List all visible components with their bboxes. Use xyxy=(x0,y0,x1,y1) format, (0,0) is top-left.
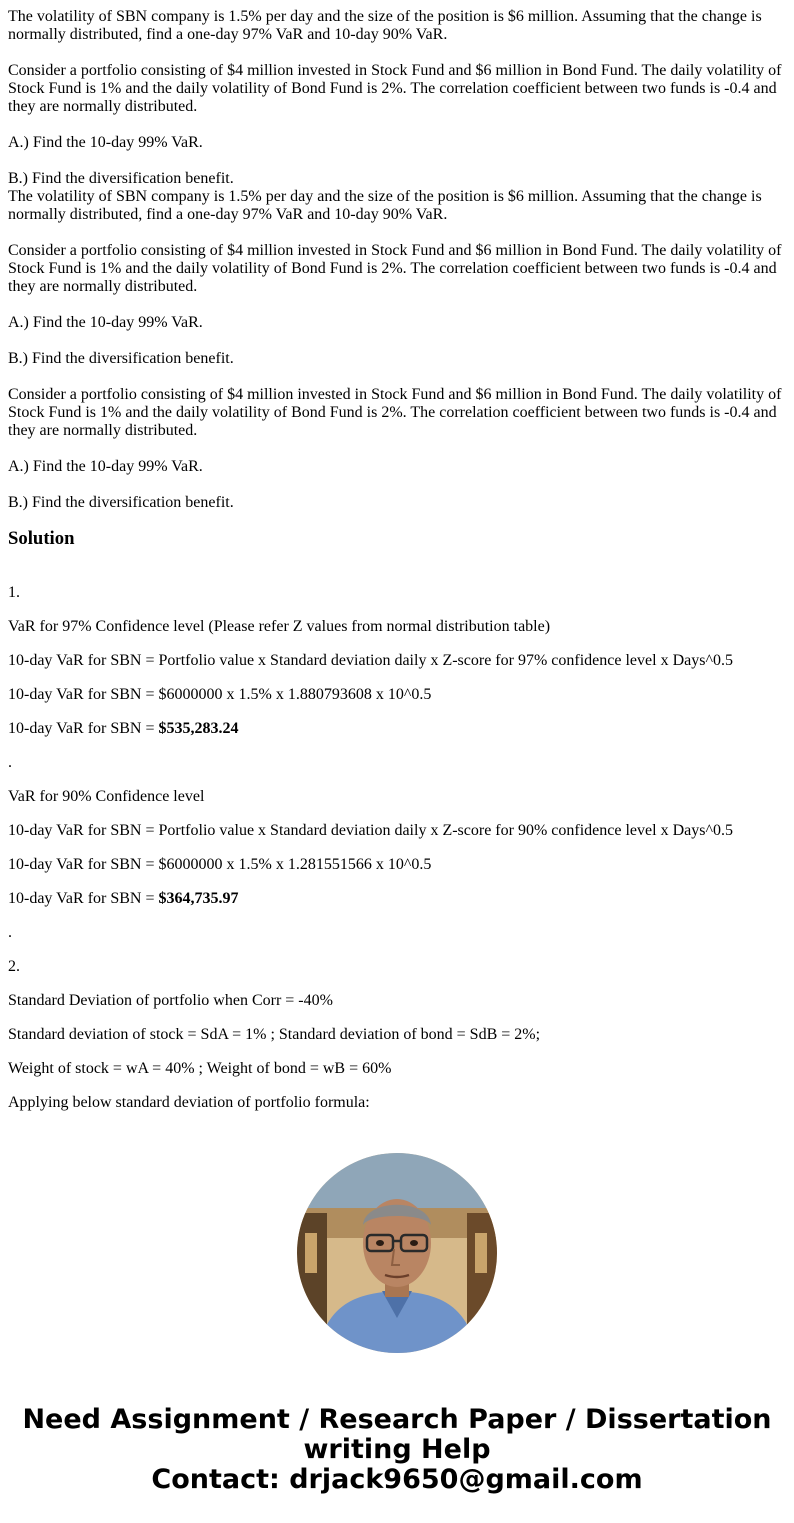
question-paragraph: Consider a portfolio consisting of $4 million invested in Stock Fund and $6 million in Bond Fund. The daily volatility of Stock Fund is 1% and the daily volatility of Bond Fund is 2%. The correlation coefficient between two funds is -0.4 and they are normally distributed. xyxy=(8,386,782,439)
question-paragraph: B.) Find the diversification benefit. xyxy=(8,494,234,511)
solution-line: 10-day VaR for SBN = $6000000 x 1.5% x 1.281551566 x 10^0.5 xyxy=(8,856,432,873)
solution-line: VaR for 97% Confidence level (Please refer Z values from normal distribution table) xyxy=(8,618,551,635)
document-content xyxy=(8,8,786,1123)
solution-line xyxy=(8,890,786,908)
solution-line: 10-day VaR for SBN = $6000000 x 1.5% x 1.880793608 x 10^0.5 xyxy=(8,686,432,703)
question-paragraph: Consider a portfolio consisting of $4 million invested in Stock Fund and $6 million in Bond Fund. The daily volatility of Stock Fund is 1% and the daily volatility of Bond Fund is 2%. The correlation coefficient between two funds is -0.4 and they are normally distributed. xyxy=(8,62,782,115)
solution-line: 2. xyxy=(8,958,20,975)
solution-line: 10-day VaR for SBN = Portfolio value x Standard deviation daily x Z-score for 90% confidence level x Days^0.5 xyxy=(8,822,733,839)
solution-heading: Solution xyxy=(8,528,75,549)
solution-line: Weight of stock = wA = 40% ; Weight of bond = wB = 60% xyxy=(8,1060,392,1077)
solution-body xyxy=(8,584,786,1112)
solution-line: Standard Deviation of portfolio when Corr = -40% xyxy=(8,992,333,1009)
promo-text xyxy=(0,1405,794,1495)
promo-line: writing Help xyxy=(303,1434,491,1465)
solution-line: . xyxy=(8,754,12,771)
question-paragraph: A.) Find the 10-day 99% VaR. xyxy=(8,458,203,475)
solution-line: 10-day VaR for SBN = Portfolio value x Standard deviation daily x Z-score for 97% confidence level x Days^0.5 xyxy=(8,652,733,669)
result-value: $364,735.97 xyxy=(158,890,239,907)
question-paragraph: The volatility of SBN company is 1.5% per day and the size of the position is $6 million. Assuming that the change is normally distributed, find a one-day 97% VaR and 10-day 90% VaR. xyxy=(8,188,762,223)
question-paragraph: The volatility of SBN company is 1.5% per day and the size of the position is $6 million. Assuming that the change is normally distributed, find a one-day 97% VaR and 10-day 90% VaR. xyxy=(8,8,762,43)
solution-line: 1. xyxy=(8,584,20,601)
avatar xyxy=(297,1153,497,1353)
promo-line: Need Assignment / Research Paper / Dissertation xyxy=(22,1404,772,1435)
result-label: 10-day VaR for SBN = xyxy=(8,890,159,907)
question-paragraph: A.) Find the 10-day 99% VaR. xyxy=(8,134,203,151)
question-paragraph: B.) Find the diversification benefit. xyxy=(8,350,234,367)
contact-line[interactable]: Contact: drjack9650@gmail.com xyxy=(151,1464,643,1495)
promo-banner xyxy=(0,1123,794,1523)
question-paragraph: B.) Find the diversification benefit. xyxy=(8,170,234,187)
solution-line xyxy=(8,720,786,738)
solution-line: VaR for 90% Confidence level xyxy=(8,788,205,805)
question-paragraph: A.) Find the 10-day 99% VaR. xyxy=(8,314,203,331)
solution-line: Applying below standard deviation of portfolio formula: xyxy=(8,1094,370,1111)
portrait-image xyxy=(297,1153,497,1353)
question-paragraph: Consider a portfolio consisting of $4 million invested in Stock Fund and $6 million in Bond Fund. The daily volatility of Stock Fund is 1% and the daily volatility of Bond Fund is 2%. The correlation coefficient between two funds is -0.4 and they are normally distributed. xyxy=(8,242,782,295)
question-text xyxy=(8,8,786,512)
result-value: $535,283.24 xyxy=(158,720,239,737)
solution-line: Standard deviation of stock = SdA = 1% ; Standard deviation of bond = SdB = 2%; xyxy=(8,1026,541,1043)
result-label: 10-day VaR for SBN = xyxy=(8,720,159,737)
solution-line: . xyxy=(8,924,12,941)
